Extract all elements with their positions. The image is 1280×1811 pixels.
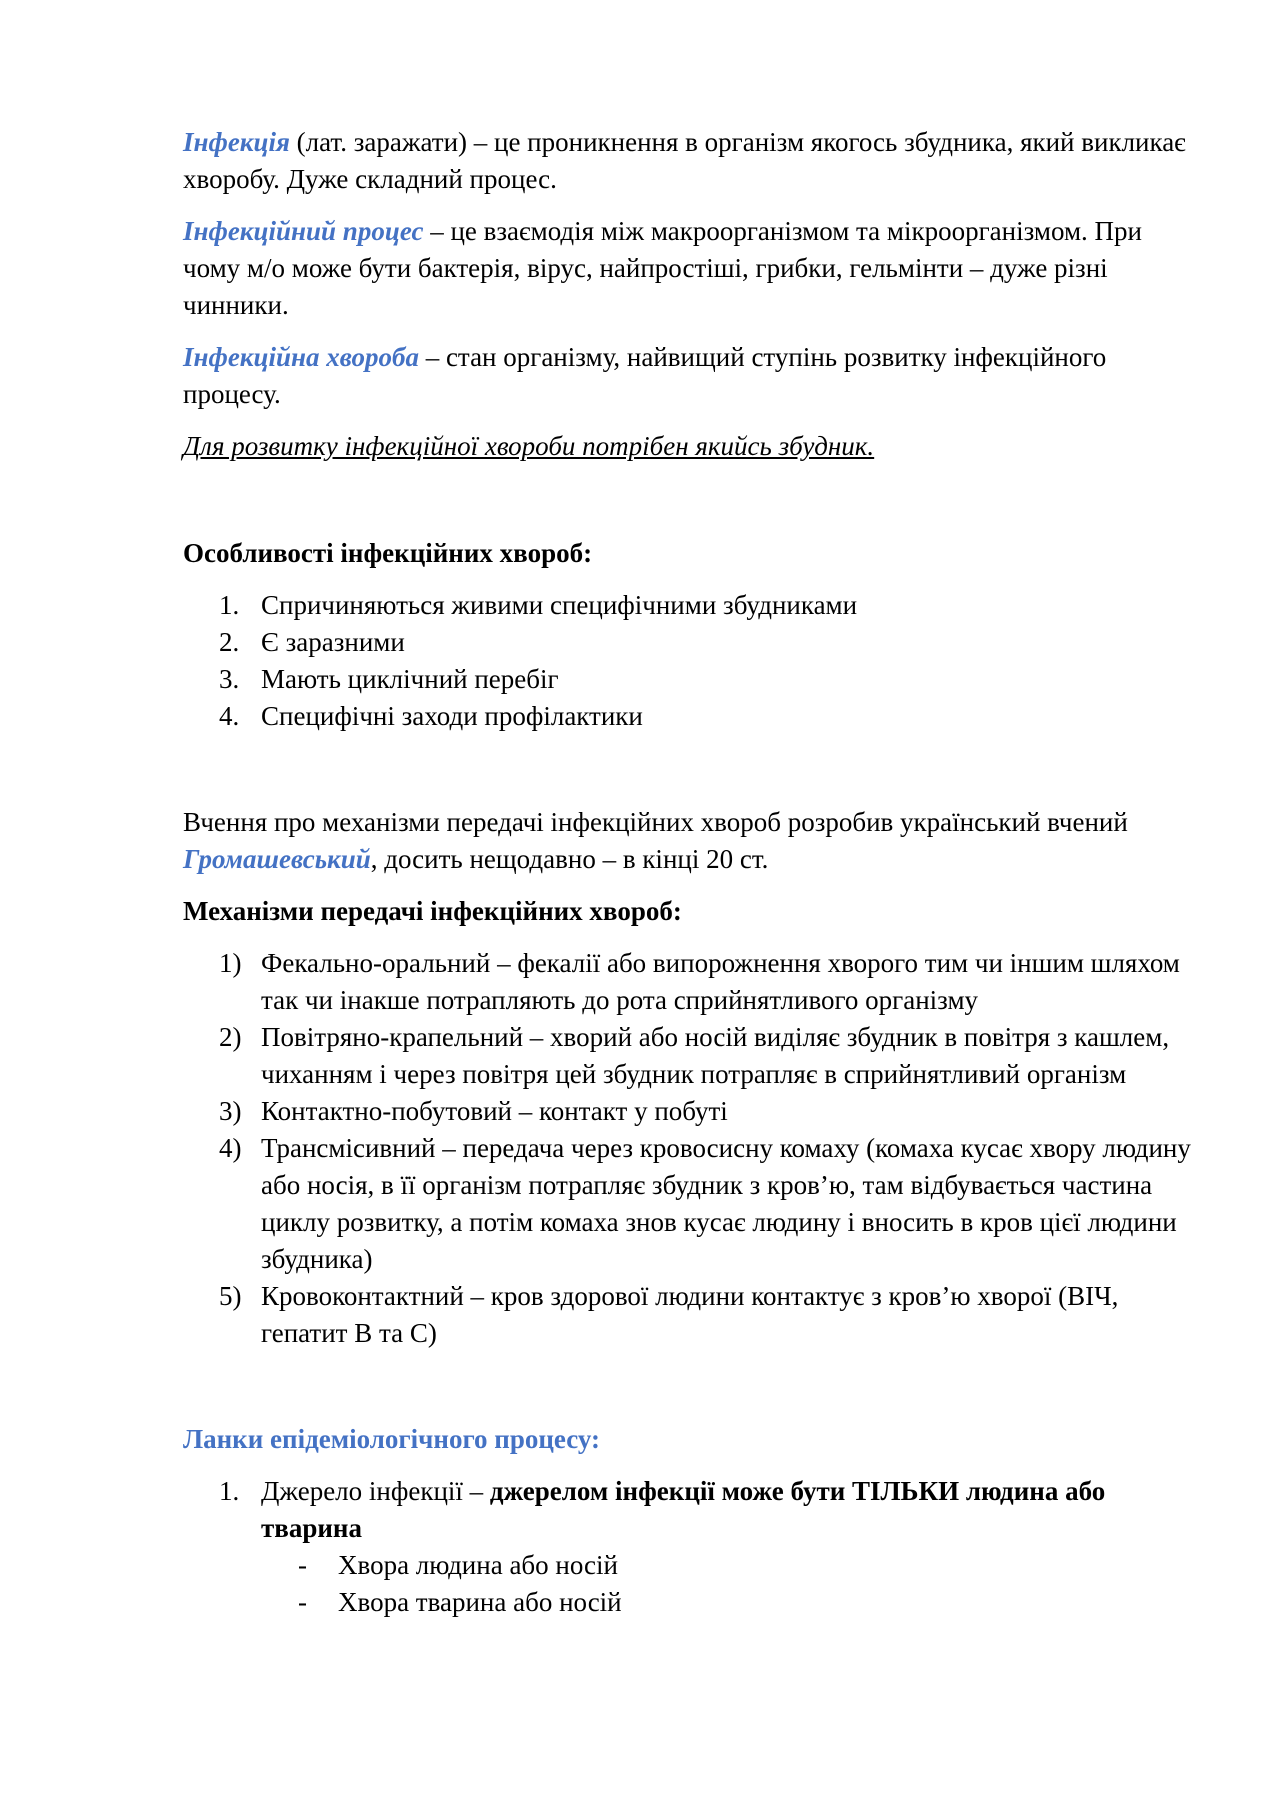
definition-infectious-process xyxy=(183,213,1193,324)
list-item: 1. Спричиняються живими специфічними збудниками xyxy=(219,590,858,620)
features-list xyxy=(183,587,1193,735)
mechanisms-heading: Механізми передачі інфекційних хвороб: xyxy=(183,896,682,926)
list-item: 1) Фекально-оральний – фекалії або випорожнення хворого тим чи іншим шляхом так чи інакше потрапляють до рота сприйнятливого організму xyxy=(219,948,1180,1015)
list-item: 5) Кровоконтактний – кров здорової людини контактує з кров’ю хворої (ВІЧ, гепатит В та С) xyxy=(219,1281,1119,1348)
definition-text: – це взаємодія між макроорганізмом та мікроорганізмом. При чому м/о може бути бактерія, вірус, найпростіші, грибки, гельмінти – дуже різні чинники. xyxy=(183,216,1142,320)
list-item: 2) Повітряно-крапельний – хворий або носій виділяє збудник в повітря з кашлем, чиханням і через повітря цей збудник потрапляє в сприйнятливий організм xyxy=(219,1022,1170,1089)
emphasis-text: джерелом інфекції може бути ТІЛЬКИ людина або тварина xyxy=(261,1476,1106,1543)
definition-infection xyxy=(183,124,1193,198)
list-item: 3) Контактно-побутовий – контакт у побуті xyxy=(219,1096,728,1126)
term-infection: Інфекція xyxy=(183,127,290,157)
list-item: 3. Мають циклічний перебіг xyxy=(219,664,559,694)
links-list xyxy=(183,1473,1193,1547)
list-item: - Хвора людина або носій xyxy=(298,1550,618,1580)
scientist-name: Громашевський xyxy=(183,844,371,874)
mechanisms-list xyxy=(183,945,1193,1352)
definition-text: (лат. заражати) – це проникнення в організм якогось збудника, який викликає хворобу. Дуже складний процес. xyxy=(183,127,1186,194)
definition-text: – стан організму, найвищий ступінь розвитку інфекційного процесу. xyxy=(183,342,1107,409)
definition-infectious-disease xyxy=(183,339,1193,413)
links-heading: Ланки епідеміологічного процесу: xyxy=(183,1424,600,1454)
features-heading: Особливості інфекційних хвороб: xyxy=(183,538,593,568)
list-item: 1. Джерело інфекції – джерелом інфекції може бути ТІЛЬКИ людина або тварина xyxy=(219,1476,1106,1543)
list-item: 2. Є заразними xyxy=(219,627,405,657)
note-text: Для розвитку інфекційної хвороби потрібен якийсь збудник. xyxy=(183,431,875,461)
note-line xyxy=(183,428,1193,465)
term-infectious-process: Інфекційний процес xyxy=(183,216,424,246)
list-item: 4) Трансмісивний – передача через кровосисну комаху (комаха кусає хвору людину або носія, в її організм потрапляє збудник з кров’ю, там відбувається частина циклу розвитку, а потім комаха знов кусає людину і вносить в кров цієї людини збудника) xyxy=(219,1133,1191,1274)
sources-sublist xyxy=(183,1547,1193,1621)
list-item: - Хвора тварина або носій xyxy=(298,1587,622,1617)
document-page xyxy=(183,124,1193,1621)
doctrine-paragraph: Вчення про механізми передачі інфекційних хвороб розробив український вчений Громашевський, досить нещодавно – в кінці 20 ст. xyxy=(183,807,1128,874)
list-item: 4. Специфічні заходи профілактики xyxy=(219,701,643,731)
term-infectious-disease: Інфекційна хвороба xyxy=(183,342,419,372)
